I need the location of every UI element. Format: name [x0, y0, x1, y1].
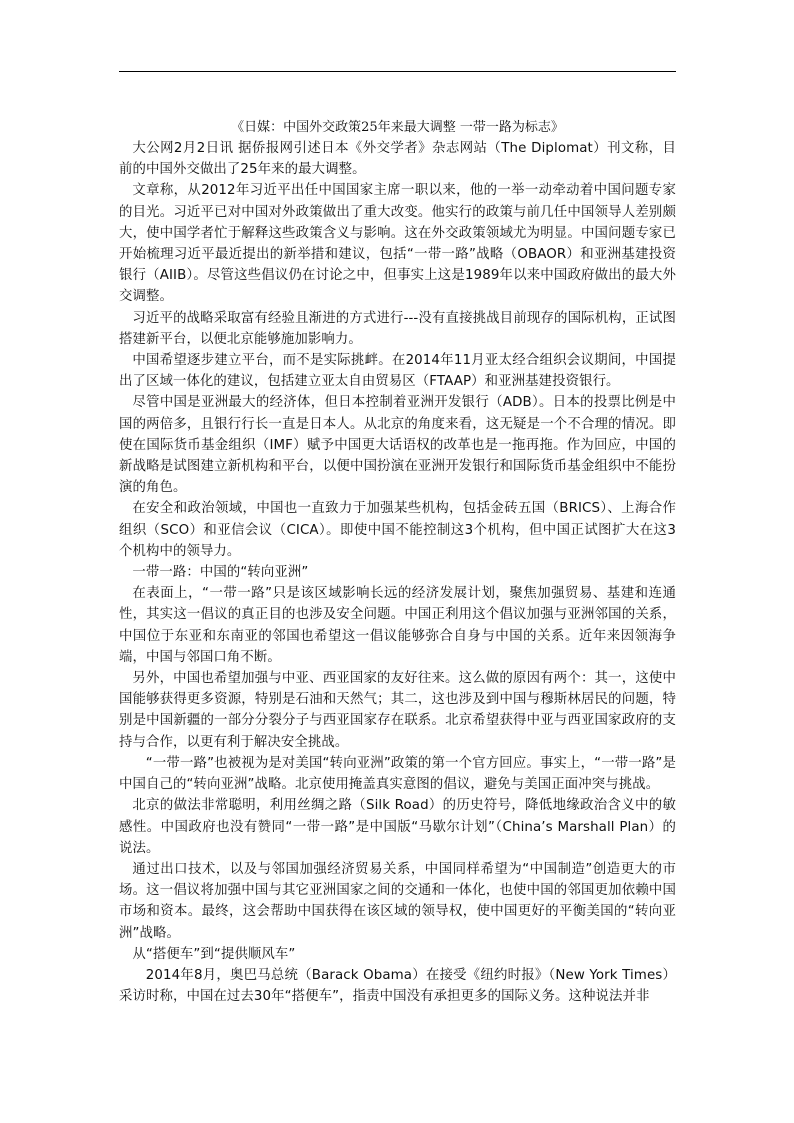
paragraph: 尽管中国是亚洲最大的经济体，但日本控制着亚洲开发银行（ADB）。日本的投票比例是中国的两倍多，且银行行长一直是日本人。从北京的角度来看，这无疑是一个不合理的情况。即使在国际货币基金组织（IMF）赋予中国更大话语权的改革也是一拖再拖。作为回应，中国的新战略是试图建立新机构和平台，以便中国扮演在亚洲开发银行和国际货币基金组织中不能扮演的角色。 [119, 395, 676, 496]
paragraph: “一带一路”也被视为是对美国“转向亚洲”政策的第一个官方回应。事实上，“一带一路”是中国自己的“转向亚洲”战略。北京使用掩盖真实意图的倡议，避免与美国正面冲突与挑战。 [119, 755, 676, 793]
paragraph: 在表面上，“一带一路”只是该区域影响长远的经济发展计划，聚焦加强贸易、基建和连通性，其实这一倡议的真正目的也涉及安全问题。中国正利用这个倡议加强与亚洲邻国的关系，中国位于东亚和东南亚的邻国也希望这一倡议能够弥合自身与中国的关系。近年来因领海争端，中国与邻国口角不断。 [119, 586, 676, 665]
paragraph: 习近平的战略采取富有经验且渐进的方式进行---没有直接挑战目前现存的国际机构，正试图搭建新平台，以便北京能够施加影响力。 [119, 310, 676, 347]
paragraph: 中国希望逐步建立平台，而不是实际挑衅。在2014年11月亚太经合组织会议期间，中国提出了区域一体化的建议，包括建立亚太自由贸易区（FTAAP）和亚洲基建投资银行。 [119, 353, 676, 390]
document-title: 《日媒：中国外交政策25年来最大调整 一带一路为标志》 [231, 120, 564, 135]
paragraph: 北京的做法非常聪明，利用丝绸之路（Silk Road）的历史符号，降低地缘政治含义中的敏感性。中国政府也没有赞同“一带一路”是中国版“马歇尔计划”（China’s Marshall Plan）的说法。 [119, 798, 676, 856]
paragraph: 在安全和政治领域，中国也一直致力于加强某些机构，包括金砖五国（BRICS）、上海合作组织（SCO）和亚信会议（CICA）。即使中国不能控制这3个机构，但中国正试图扩大在这3个机构中的领导力。 [119, 501, 676, 559]
paragraph: 大公网2月2日讯 据侨报网引述日本《外交学者》杂志网站（The Diplomat）刊文称，目前的中国外交做出了25年来的最大调整。 [119, 141, 676, 178]
section-heading: 一带一路：中国的“转向亚洲” [132, 565, 309, 581]
document-body [119, 118, 676, 1007]
paragraph: 另外，中国也希望加强与中亚、西亚国家的友好往来。这么做的原因有两个：其一，这使中国能够获得更多资源，特别是石油和天然气；其二，这也涉及到中国与穆斯林居民的问题，特别是中国新疆的一部分分裂分子与西亚国家存在联系。北京希望获得中亚与西亚国家政府的支持与合作，以更有利于解决安全挑战。 [119, 671, 676, 750]
header-rule [119, 71, 676, 72]
section-heading: 从“搭便车”到“提供顺风车” [132, 946, 296, 962]
paragraph: 2014年8月，奥巴马总统（Barack Obama）在接受《纽约时报》（New York Times）采访时称，中国在过去30年“搭便车”，指责中国没有承担更多的国际义务。这种说法并非 [119, 967, 676, 1005]
paragraph: 文章称，从2012年习近平出任中国国家主席一职以来，他的一举一动牵动着中国问题专家的目光。习近平已对中国对外政策做出了重大改变。他实行的政策与前几任中国领导人差别颇大，使中国学者忙于解释这些政策含义与影响。这在外交政策领域尤为明显。中国问题专家已开始梳理习近平最近提出的新举措和建议，包括“一带一路”战略（OBAOR）和亚洲基建投资银行（AIIB）。尽管这些倡议仍在讨论之中，但事实上这是1989年以来中国政府做出的最大外交调整。 [119, 183, 676, 305]
paragraph: 通过出口技术，以及与邻国加强经济贸易关系，中国同样希望为“中国制造”创造更大的市场。这一倡议将加强中国与其它亚洲国家之间的交通和一体化，也使中国的邻国更加依赖中国市场和资本。最终，这会帮助中国获得在该区域的领导权，使中国更好的平衡美国的“转向亚洲”战略。 [119, 861, 676, 941]
